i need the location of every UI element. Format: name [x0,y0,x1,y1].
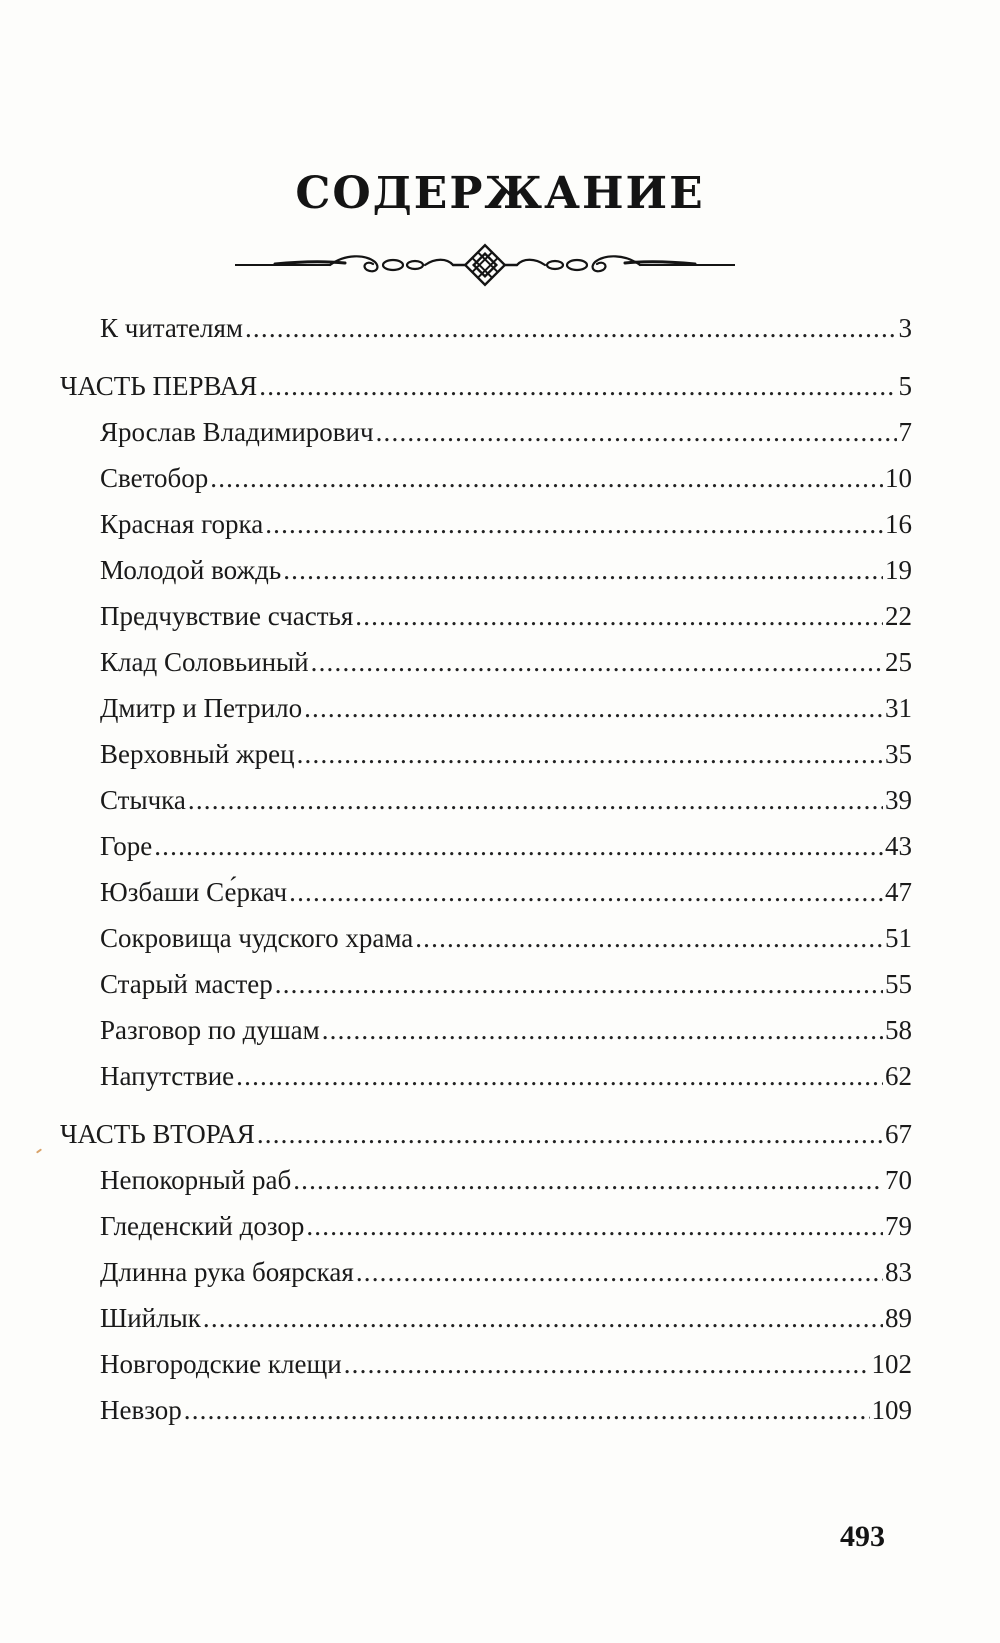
dot-leader [297,738,883,770]
toc-entry-page: 39 [885,785,912,815]
dot-leader [376,416,897,448]
toc-entry[interactable] [100,508,912,542]
toc-entry-intro[interactable] [100,312,912,346]
toc-entry-label: Новгородские клещи [100,1349,342,1379]
toc-entry[interactable] [100,1164,912,1198]
toc-entry-page: 51 [885,923,912,953]
toc-entry-page: 31 [885,693,912,723]
toc-part-1[interactable] [60,370,912,404]
toc-entry-label: Юзбаши Се́ркач [100,877,288,907]
page-number: 493 [840,1520,885,1553]
dot-leader [306,1210,883,1242]
dot-leader [259,370,896,402]
toc-entry-page: 109 [871,1395,912,1425]
dot-leader [289,876,883,908]
toc-entry[interactable] [100,738,912,772]
toc-entry[interactable] [100,1014,912,1048]
toc-entry[interactable] [100,416,912,450]
dot-leader [355,600,883,632]
toc-entry[interactable] [100,600,912,634]
toc-entry[interactable] [100,876,912,910]
toc-entry-label: Разговор по душам [100,1015,320,1045]
toc-part-page: 67 [885,1119,912,1149]
toc-entry-label: Гледенский дозор [100,1211,305,1241]
dot-leader [322,1014,883,1046]
toc-entry-page: 35 [885,739,912,769]
toc-entry-page: 79 [885,1211,912,1241]
dot-leader [203,1302,883,1334]
toc-entry[interactable] [100,692,912,726]
toc-entry-page: 16 [885,509,912,539]
toc-entry[interactable] [100,1210,912,1244]
toc-part-page: 5 [898,371,912,401]
toc-entry[interactable] [100,554,912,588]
toc-entry-label: Верховный жрец [100,739,295,769]
paper-speck [36,1148,42,1153]
page-title: СОДЕРЖАНИЕ [295,168,705,219]
toc-entry[interactable] [100,646,912,680]
toc-part-label: ЧАСТЬ ПЕРВАЯ [60,371,258,401]
knot-ornament-divider-icon [235,240,735,290]
dot-leader [154,830,883,862]
toc-entry-label: Клад Соловьиный [100,647,309,677]
toc-entry-label: К читателям [100,313,243,343]
toc-entry[interactable] [100,784,912,818]
dot-leader [311,646,883,678]
toc-entry-label: Невзор [100,1395,182,1425]
dot-leader [210,462,883,494]
toc-entry-page: 7 [898,417,912,447]
toc-entry-page: 83 [885,1257,912,1287]
toc-entry[interactable] [100,922,912,956]
toc-part-label: ЧАСТЬ ВТОРАЯ [60,1119,255,1149]
toc-entry-label: Ярослав Владимирович [100,417,374,447]
toc-entry-label: Шийлык [100,1303,201,1333]
toc-entry-label: Напутствие [100,1061,235,1091]
toc-entry-label: Светобор [100,463,209,493]
toc-entry-label: Стычка [100,785,186,815]
toc-entry-page: 47 [885,877,912,907]
dot-leader [245,312,897,344]
dot-leader [344,1348,870,1380]
toc-entry-page: 3 [898,313,912,343]
dot-leader [236,1060,883,1092]
toc-entry-label: Молодой вождь [100,555,282,585]
toc-entry[interactable] [100,830,912,864]
dot-leader [257,1118,883,1150]
dot-leader [304,692,883,724]
dot-leader [265,508,883,540]
toc-entry-page: 10 [885,463,912,493]
toc-entry[interactable] [100,1302,912,1336]
toc-entry-page: 89 [885,1303,912,1333]
toc-entry[interactable] [100,462,912,496]
toc-entry[interactable] [100,968,912,1002]
toc-entry-page: 25 [885,647,912,677]
toc-entry-label: Старый мастер [100,969,273,999]
dot-leader [188,784,883,816]
toc-entry-page: 102 [871,1349,912,1379]
toc-entry-page: 70 [885,1165,912,1195]
toc-entry-page: 58 [885,1015,912,1045]
toc-entry-label: Непокорный раб [100,1165,292,1195]
dot-leader [293,1164,883,1196]
toc-entry-page: 22 [885,601,912,631]
toc-entry[interactable] [100,1060,912,1094]
dot-leader [184,1394,870,1426]
dot-leader [415,922,883,954]
toc-entry-label: Предчувствие счастья [100,601,354,631]
toc-entry-page: 62 [885,1061,912,1091]
dot-leader [356,1256,883,1288]
dot-leader [275,968,883,1000]
toc-entry-label: Красная горка [100,509,264,539]
toc-entry-label: Горе [100,831,153,861]
toc-part-2[interactable] [60,1118,912,1152]
toc-entry-label: Сокровища чудского храма [100,923,414,953]
toc-entry[interactable] [100,1394,912,1428]
toc-entry-page: 19 [885,555,912,585]
toc-entry[interactable] [100,1256,912,1290]
dot-leader [283,554,883,586]
toc-entry[interactable] [100,1348,912,1382]
toc-entry-label: Дмитр и Петрило [100,693,303,723]
toc-entry-page: 43 [885,831,912,861]
toc-entry-page: 55 [885,969,912,999]
toc-entry-label: Длинна рука боярская [100,1257,354,1287]
